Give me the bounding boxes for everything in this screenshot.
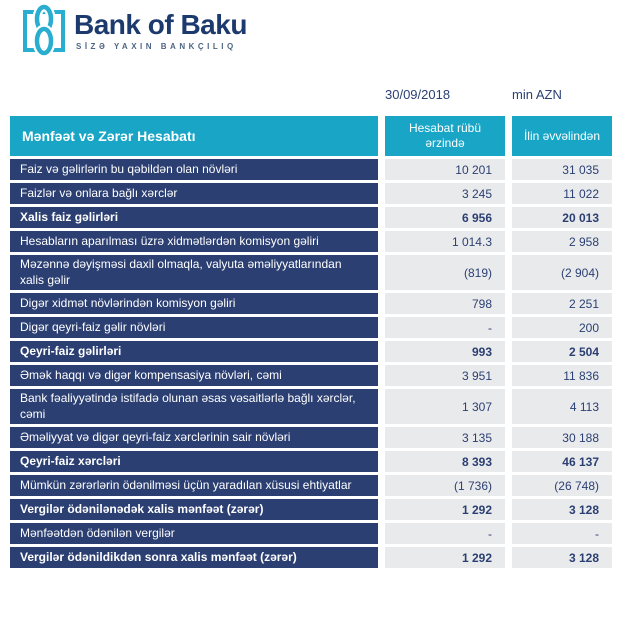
ytd-value: 2 504 [512,341,612,362]
ytd-value: (2 904) [512,255,612,290]
row-label: Mənfəətdən ödənilən vergilər [10,523,378,544]
table-body [10,159,612,568]
currency-unit-label: min AZN [512,87,562,102]
ytd-value: - [512,523,612,544]
table-row [10,183,612,204]
table-row [10,317,612,338]
row-label: Digər qeyri-faiz gəlir növləri [10,317,378,338]
bank-tagline: SİZƏ YAXIN BANKÇILIQ [76,42,237,52]
row-label: Digər xidmət növlərindən komisyon gəliri [10,293,378,314]
table-title: Mənfəət və Zərər Hesabatı [10,116,378,156]
row-label: Hesabların aparılması üzrə xidmətlərdən komisyon gəliri [10,231,378,252]
quarter-value: (819) [385,255,505,290]
column-header-quarter: Hesabat rübü ərzində [385,116,505,156]
quarter-value: 3 951 [385,365,505,386]
quarter-value: 798 [385,293,505,314]
row-label: Mümkün zərərlərin ödənilməsi üçün yaradılan xüsusi ehtiyatlar [10,475,378,496]
ytd-value: 11 022 [512,183,612,204]
bank-name: Bank of Baku [74,9,247,40]
ytd-value: 200 [512,317,612,338]
ytd-value: 4 113 [512,389,612,424]
table-row [10,255,612,290]
ytd-value: 3 128 [512,547,612,568]
table-row [10,523,612,544]
ytd-value: (26 748) [512,475,612,496]
table-row [10,499,612,520]
table-row [10,427,612,448]
table-header-row [10,116,612,156]
table-row [10,231,612,252]
row-label: Xalis faiz gəlirləri [10,207,378,228]
quarter-value: 1 307 [385,389,505,424]
ytd-value: 20 013 [512,207,612,228]
row-label: Məzənnə dəyişməsi daxil olmaqla, valyuta əməliyyatlarından xalis gəlir [10,255,378,290]
quarter-value: 993 [385,341,505,362]
quarter-value: 10 201 [385,159,505,180]
row-label: Qeyri-faiz xərcləri [10,451,378,472]
profit-loss-table [10,116,612,568]
quarter-value: 3 245 [385,183,505,204]
table-row [10,451,612,472]
quarter-value: - [385,317,505,338]
quarter-value: 1 292 [385,499,505,520]
quarter-value: 8 393 [385,451,505,472]
ytd-value: 2 251 [512,293,612,314]
row-label: Faizlər və onlara bağlı xərclər [10,183,378,204]
ytd-value: 30 188 [512,427,612,448]
row-label: Bank fəaliyyətində istifadə olunan əsas vəsaitlərlə bağlı xərclər, cəmi [10,389,378,424]
report-date: 30/09/2018 [385,87,451,102]
row-label: Əmək haqqı və digər kompensasiya növləri, cəmi [10,365,378,386]
table-row [10,159,612,180]
table-row [10,341,612,362]
ytd-value: 11 836 [512,365,612,386]
ytd-value: 46 137 [512,451,612,472]
table-row [10,207,612,228]
quarter-value: 6 956 [385,207,505,228]
table-row [10,293,612,314]
column-header-ytd: İlin əvvəlindən [512,116,612,156]
quarter-value: - [385,523,505,544]
row-label: Əməliyyat və digər qeyri-faiz xərclərinin sair növləri [10,427,378,448]
ytd-value: 2 958 [512,231,612,252]
row-label: Vergilər ödənilənədək xalis mənfəət (zərər) [10,499,378,520]
report-meta [10,87,612,102]
quarter-value: 3 135 [385,427,505,448]
ytd-value: 31 035 [512,159,612,180]
row-label: Qeyri-faiz gəlirləri [10,341,378,362]
row-label: Vergilər ödənildikdən sonra xalis mənfəət (zərər) [10,547,378,568]
table-row [10,365,612,386]
bank-logo-text [74,4,247,51]
bank-logo [0,0,620,56]
quarter-value: 1 292 [385,547,505,568]
ytd-value: 3 128 [512,499,612,520]
quarter-value: (1 736) [385,475,505,496]
table-row [10,389,612,424]
quarter-value: 1 014.3 [385,231,505,252]
table-row [10,475,612,496]
row-label: Faiz və gəlirlərin bu qəbildən olan növləri [10,159,378,180]
chain-link-icon [22,4,66,56]
table-row [10,547,612,568]
